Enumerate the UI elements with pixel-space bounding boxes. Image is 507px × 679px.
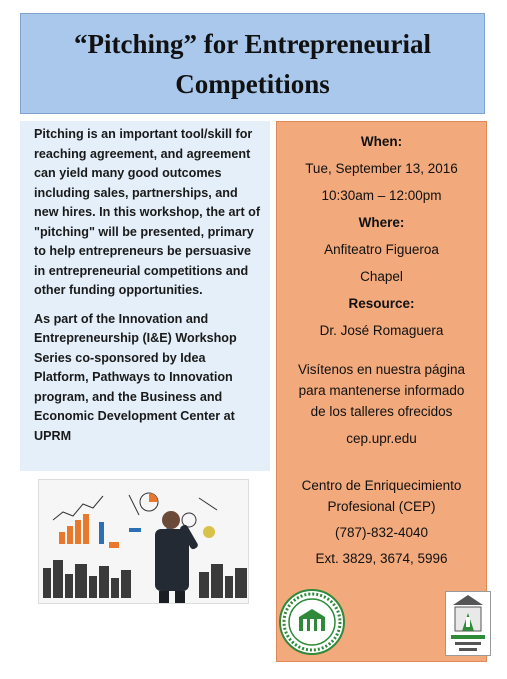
location-line-2: Chapel	[360, 269, 403, 284]
phone-extensions: Ext. 3829, 3674, 5996	[315, 551, 448, 566]
businessman-drawing-charts-image	[38, 479, 249, 604]
cep-logo-icon	[445, 591, 491, 656]
promo-line-2: para mantenerse informado	[298, 383, 465, 398]
org-name-line-2: Profesional (CEP)	[327, 499, 436, 514]
promo-line-1: Visítenos en nuestra página	[297, 362, 466, 377]
org-name-line-1: Centro de Enriquecimiento	[301, 478, 462, 493]
event-time: 10:30am – 12:00pm	[321, 188, 442, 203]
event-date: Tue, September 13, 2016	[305, 161, 458, 176]
phone-number: (787)-832-4040	[334, 525, 429, 540]
description-panel	[20, 121, 270, 471]
website-link[interactable]: cep.upr.edu	[346, 431, 417, 446]
event-details-panel	[276, 121, 487, 662]
page-title: “Pitching” for Entrepreneurial Competitions	[74, 29, 431, 99]
when-label: When:	[360, 134, 403, 149]
where-label: Where:	[358, 215, 405, 230]
description-paragraph-1: Pitching is an important tool/skill for reaching agreement, and agreement can yield many good outcomes including sales, partnerships, and new hires. In this workshop, the art of "pitching" will be presented, primary to help entrepreneurs be persuasive in entrepreneurial competitions and other funding opportunities.	[34, 127, 261, 297]
location-line-1: Anfiteatro Figueroa	[324, 242, 439, 257]
title-banner	[20, 13, 485, 114]
promo-line-3: de los talleres ofrecidos	[310, 404, 453, 419]
university-seal-icon	[279, 589, 345, 655]
description-paragraph-2: As part of the Innovation and Entrepreneurship (I&E) Workshop Series co-sponsored by Idea Platform, Pathways to Innovation program, and the Business and Economic Development Center at UPRM	[34, 311, 237, 443]
resource-label: Resource:	[348, 296, 415, 311]
resource-name: Dr. José Romaguera	[319, 323, 444, 338]
